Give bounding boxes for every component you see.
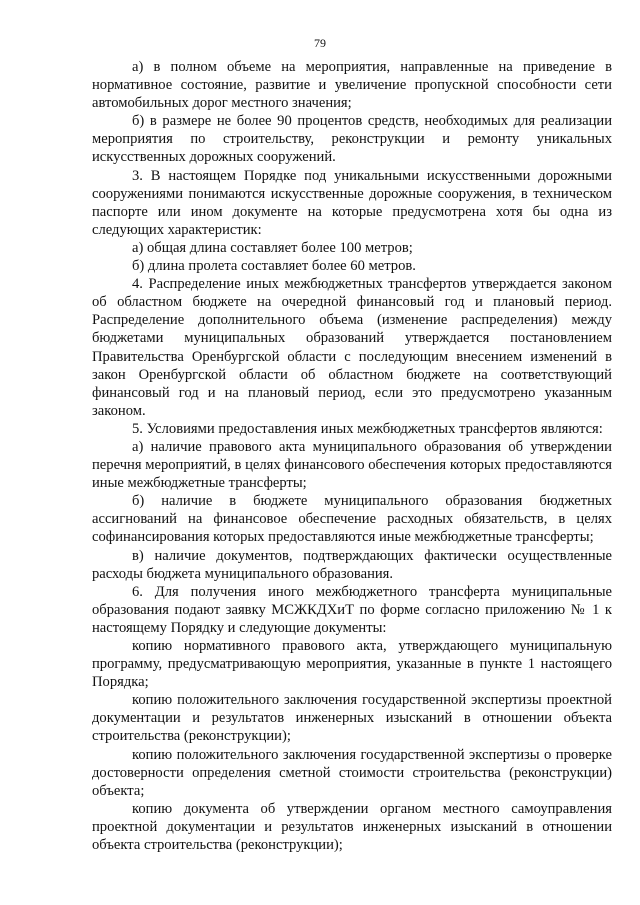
paragraph-5: 5. Условиями предоставления иных межбюджетных трансфертов являются:: [132, 420, 603, 437]
page-number: 79: [314, 36, 326, 50]
paragraph-6-item-4: копию документа об утверждении органом местного самоуправления проектной документации и результатов инженерных изысканий в отношении объекта строительства (реконструкции);: [92, 800, 612, 854]
paragraph-5a: а) наличие правового акта муниципального образования об утверждении перечня мероприятий, в целях финансового обеспечения которых предоставляются иные межбюджетные трансферты;: [92, 438, 612, 492]
paragraph-6-item-1: копию нормативного правового акта, утверждающего муниципальную программу, предусматривающую мероприятия, указанные в пункте 1 настоящего Порядка;: [92, 638, 612, 691]
paragraph-3a: а) общая длина составляет более 100 метров;: [132, 239, 413, 256]
paragraph-6-item-3: копию положительного заключения государственной экспертизы о проверке достоверности определения сметной стоимости строительства (реконструкции) объекта;: [92, 746, 612, 799]
paragraph-4: 4. Распределение иных межбюджетных трансфертов утверждается законом об областном бюджете на очередной финансовый год и плановый период. Распределение дополнительного объема (изменение распределения) между бюджетами муниципальных образований утверждается постановлением Правительства Оренбургской области с последующим внесением изменений в закон Оренбургской области об областном бюджете на соответствующий финансовый год и на плановый период, если это предусмотрено указанным законом.: [92, 276, 612, 419]
paragraph-3: 3. В настоящем Порядке под уникальными искусственными дорожными сооружениями понимаются искусственные дорожные сооружения, в техническом паспорте или ином документе на которые предусмотрена хотя бы одна из следующих характеристик:: [92, 167, 612, 238]
paragraph-3b: б) длина пролета составляет более 60 метров.: [132, 258, 416, 275]
paragraph-2a: а) в полном объеме на мероприятия, направленные на приведение в нормативное состояние, развитие и увеличение пропускной способности сети автомобильных дорог местного значения;: [92, 59, 612, 112]
document-body: [92, 58, 612, 854]
paragraph-6: 6. Для получения иного межбюджетного трансферта муниципальные образования подают заявку МСЖКДХиТ по форме согласно приложению № 1 к настоящему Порядку и следующие документы:: [92, 583, 612, 636]
paragraph-5b: б) наличие в бюджете муниципального образования бюджетных ассигнований на финансовое обеспечение расходных обязательств, в целях софинансирования которых предоставляются иные межбюджетные трансферты;: [92, 493, 612, 546]
paragraph-2b: б) в размере не более 90 процентов средств, необходимых для реализации мероприятия по строительству, реконструкции и ремонту уникальных искусственных дорожных сооружений.: [92, 113, 612, 166]
paragraph-6-item-2: копию положительного заключения государственной экспертизы проектной документации и результатов инженерных изысканий в отношении объекта строительства (реконструкции);: [92, 692, 612, 745]
paragraph-5c: в) наличие документов, подтверждающих фактически осуществленные расходы бюджета муниципального образования.: [92, 547, 612, 582]
